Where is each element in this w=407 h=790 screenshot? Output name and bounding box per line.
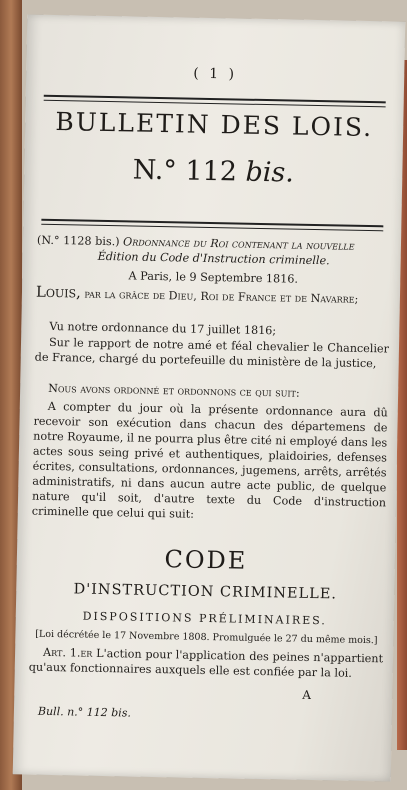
louis-name: Louis, [35,282,82,302]
dispositions-heading: DISPOSITIONS PRÉLIMINAIRES. [82,609,327,628]
ordonnance-heading [37,233,392,270]
ordonnance-head-2: Édition du Code d'Instruction criminelle. [97,249,330,268]
article-1 [29,645,384,682]
signature-mark: A [302,687,312,703]
ordonnance-ref: (N.° 1128 bis.) [36,233,120,249]
body-paragraph: A compter du jour où la présente ordonnance aura dû recevoir son exécution dans chacun des départemens de notre Royaume, il ne pourra plus être cité ni employé dans les actes sous seing privé et authentiques, plaidoiries, defenses écrites, consultations, ordonnances, jugemens, arrêts, arrêtés administratifs, ni dans aucun autre acte public, de quelque nature qu'il soit, d'autre texte du Code d'instruction criminelle que celui qui suit: [31,399,388,521]
ordonnance-head: Ordonnance du Roi contenant la nouvelle [122,235,355,253]
bottom-rule [41,219,383,232]
book-page [13,14,406,781]
rapport-paragraph: Sur le rapport de notre amé et féal chevalier le Chancelier de France, chargé du portefeuille du ministère de la justice, [34,335,390,371]
page-footer: Bull. n.° 112 bis. [37,704,132,720]
page-number: ( 1 ) [193,65,238,83]
dateline: A Paris, le 9 Septembre 1816. [128,269,299,286]
bulletin-number-bis: bis. [245,156,295,189]
avons-line: Nous avons ordonné et ordonnons ce qui suit: [48,381,300,400]
bulletin-number-value: N.° 112 [132,154,238,188]
code-title: CODE [164,545,248,575]
decree-note: [Loi décrétée le 17 Novembre 1808. Promulguée le 27 du même mois.] [35,628,378,647]
article-label: Art. 1.er [42,645,93,660]
article-text: L'action pour l'application des peines n'appartient qu'aux fonctionnaires auxquels elle est confiée par la loi. [28,646,384,680]
bulletin-number [24,152,403,190]
louis-paragraph [35,282,390,308]
vu-line: Vu notre ordonnance du 17 juillet 1816; [49,319,277,338]
louis-text: par la grâce de Dieu, Roi de France et de Navarre; [84,287,359,306]
top-rule [44,95,386,108]
code-subtitle: D'INSTRUCTION CRIMINELLE. [73,581,338,603]
page-title: BULLETIN DES LOIS. [55,107,374,143]
